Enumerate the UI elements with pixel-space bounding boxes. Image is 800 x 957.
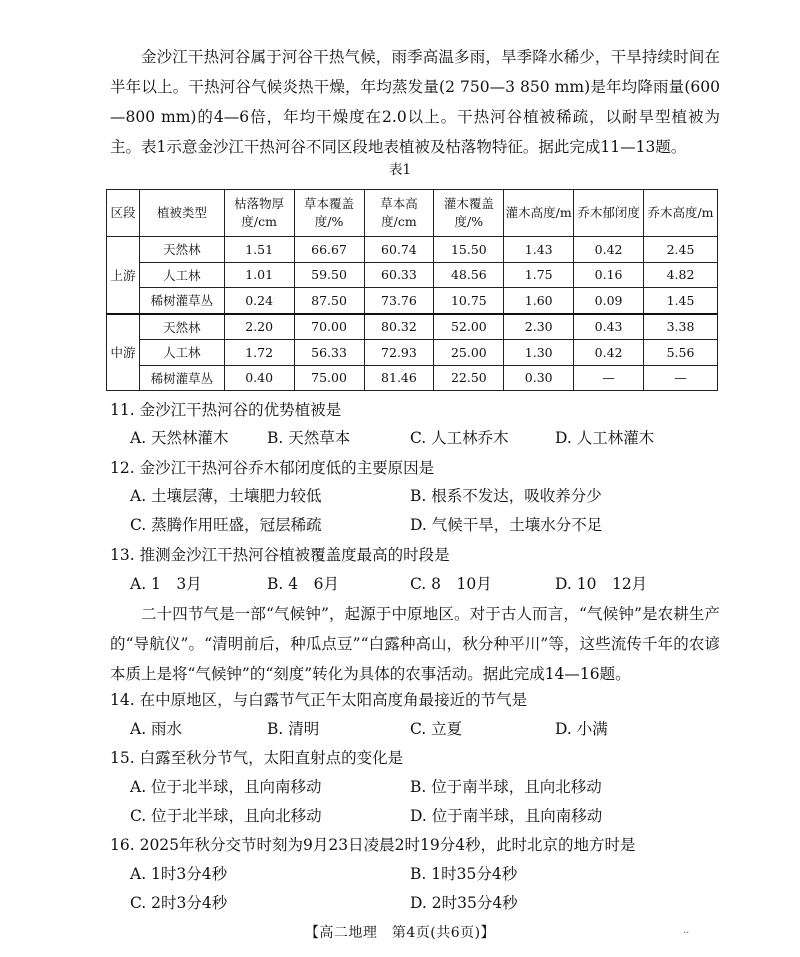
table-cell: 天然林 xyxy=(139,237,224,263)
passage-2 xyxy=(110,599,720,689)
question-16-option-a: A. 1时3分4秒 xyxy=(130,865,228,883)
header-cell: 草本高度/cm xyxy=(364,190,434,237)
table-cell: 稀树灌草丛 xyxy=(139,288,224,314)
corner-mark: ·· xyxy=(683,928,690,939)
question-16-option-d: D. 2时35分4秒 xyxy=(410,894,518,912)
passage-2-text: 二十四节气是一部“气候钟”，起源于中原地区。对于古人而言，“气候钟”是农耕生产的“导航仪”。“清明前后，种瓜点豆”“白露种高山，秋分种平川”等，这些流传千年的农谚本质上是将“气候钟”的“刻度”转化为具体的农事活动。据此完成14—16题。 xyxy=(110,605,720,683)
table-cell: 59.50 xyxy=(294,262,364,288)
table-cell: 22.50 xyxy=(434,365,504,391)
header-cell: 灌木覆盖度/% xyxy=(434,190,504,237)
table-cell: 2.45 xyxy=(644,237,718,263)
question-12-stem: 12. 金沙江干热河谷乔木郁闭度低的主要原因是 xyxy=(110,459,435,477)
table-row xyxy=(107,365,718,391)
table-cell: 稀树灌草丛 xyxy=(139,365,224,391)
table-cell: 0.09 xyxy=(574,288,644,314)
question-13-option-b: B. 4 6月 xyxy=(267,575,339,593)
question-15-option-b: B. 位于南半球，且向北移动 xyxy=(410,778,602,796)
question-15-stem: 15. 白露至秋分节气，太阳直射点的变化是 xyxy=(110,749,404,767)
header-cell: 植被类型 xyxy=(139,190,224,237)
passage-1-text: 金沙江干热河谷属于河谷干热气候，雨季高温多雨，旱季降水稀少，干旱持续时间在半年以上。干热河谷气候炎热干燥，年均蒸发量(2 750—3 850 mm)是年均降雨量(600—800 mm)的4—6倍，年均干燥度在2.0以上。干热河谷植被稀疏，以耐旱型植被为主。表1示意金沙江干热河谷不同区段地表植被及枯落物特征。据此完成11—13题。 xyxy=(110,48,720,156)
passage-1 xyxy=(110,42,720,162)
table-cell: 4.82 xyxy=(644,262,718,288)
table-cell: 1.75 xyxy=(504,262,574,288)
header-cell: 枯落物厚度/cm xyxy=(224,190,294,237)
header-cell: 区段 xyxy=(107,190,140,237)
page-footer: 【高二地理 第4页(共6页)】 xyxy=(304,925,496,941)
table-cell: 60.74 xyxy=(364,237,434,263)
question-16-stem: 16. 2025年秋分交节时刻为9月23日凌晨2时19分4秒，此时北京的地方时是 xyxy=(110,836,636,854)
question-15-option-d: D. 位于南半球，且向南移动 xyxy=(410,807,603,825)
question-11-option-c: C. 人工林乔木 xyxy=(410,429,509,447)
question-11-option-a: A. 天然林灌木 xyxy=(130,429,229,447)
question-12-option-d: D. 气候干旱，土壤水分不足 xyxy=(410,516,603,534)
table-cell: — xyxy=(644,365,718,391)
table-cell: 72.93 xyxy=(364,340,434,366)
table-cell: 1.72 xyxy=(224,340,294,366)
table-cell: 0.16 xyxy=(574,262,644,288)
table-cell: 10.75 xyxy=(434,288,504,314)
question-14-option-c: C. 立夏 xyxy=(410,720,463,738)
question-15-option-c: C. 位于北半球，且向北移动 xyxy=(130,807,322,825)
header-cell: 乔木郁闭度 xyxy=(574,190,644,237)
question-11-option-d: D. 人工林灌木 xyxy=(555,429,655,447)
table-cell: 87.50 xyxy=(294,288,364,314)
question-14-option-b: B. 清明 xyxy=(267,720,320,738)
table-cell: 15.50 xyxy=(434,237,504,263)
question-15-option-a: A. 位于北半球，且向南移动 xyxy=(130,778,322,796)
table-cell: 60.33 xyxy=(364,262,434,288)
question-13-option-d: D. 10 12月 xyxy=(555,575,648,593)
section-label-upstream: 上游 xyxy=(107,237,140,314)
question-14-option-a: A. 雨水 xyxy=(130,720,183,738)
table-header-row xyxy=(107,190,718,237)
table-cell: 25.00 xyxy=(434,340,504,366)
table-cell: 0.24 xyxy=(224,288,294,314)
question-11-stem: 11. 金沙江干热河谷的优势植被是 xyxy=(110,401,342,419)
table-row xyxy=(107,262,718,288)
table-row xyxy=(107,288,718,314)
table-cell: 52.00 xyxy=(434,314,504,340)
header-cell: 草本覆盖度/% xyxy=(294,190,364,237)
table-cell: 2.30 xyxy=(504,314,574,340)
table-row xyxy=(107,340,718,366)
table-cell: 81.46 xyxy=(364,365,434,391)
table-row xyxy=(107,237,718,263)
table-caption: 表1 xyxy=(388,162,412,178)
table-cell: 70.00 xyxy=(294,314,364,340)
question-12-option-b: B. 根系不发达，吸收养分少 xyxy=(410,487,602,505)
table-cell: 56.33 xyxy=(294,340,364,366)
table-cell: 48.56 xyxy=(434,262,504,288)
question-12-option-a: A. 土壤层薄，土壤肥力较低 xyxy=(130,487,322,505)
question-11-option-b: B. 天然草本 xyxy=(267,429,351,447)
table-cell: 1.51 xyxy=(224,237,294,263)
table-cell: 人工林 xyxy=(139,340,224,366)
table-cell: 75.00 xyxy=(294,365,364,391)
header-cell: 乔木高度/m xyxy=(644,190,718,237)
section-label-midstream: 中游 xyxy=(107,314,140,391)
table-cell: — xyxy=(574,365,644,391)
table-cell: 0.40 xyxy=(224,365,294,391)
question-12-option-c: C. 蒸腾作用旺盛，冠层稀疏 xyxy=(130,516,322,534)
table-cell: 1.01 xyxy=(224,262,294,288)
table-cell: 1.45 xyxy=(644,288,718,314)
question-16-option-c: C. 2时3分4秒 xyxy=(130,894,228,912)
table-cell: 1.30 xyxy=(504,340,574,366)
table-cell: 66.67 xyxy=(294,237,364,263)
question-14-stem: 14. 在中原地区，与白露节气正午太阳高度角最接近的节气是 xyxy=(110,691,528,709)
vegetation-table xyxy=(106,189,718,391)
table-cell: 0.42 xyxy=(574,340,644,366)
table-cell: 1.43 xyxy=(504,237,574,263)
table-cell: 0.30 xyxy=(504,365,574,391)
table-cell: 80.32 xyxy=(364,314,434,340)
table-cell: 0.42 xyxy=(574,237,644,263)
table-row xyxy=(107,314,718,340)
question-13-option-a: A. 1 3月 xyxy=(130,575,202,593)
table-cell: 3.38 xyxy=(644,314,718,340)
question-13-option-c: C. 8 10月 xyxy=(410,575,492,593)
table-cell: 1.60 xyxy=(504,288,574,314)
table-cell: 73.76 xyxy=(364,288,434,314)
header-cell: 灌木高度/m xyxy=(504,190,574,237)
table-cell: 5.56 xyxy=(644,340,718,366)
table-cell: 天然林 xyxy=(139,314,224,340)
table-cell: 2.20 xyxy=(224,314,294,340)
question-14-option-d: D. 小满 xyxy=(555,720,608,738)
table-cell: 0.43 xyxy=(574,314,644,340)
question-16-option-b: B. 1时35分4秒 xyxy=(410,865,518,883)
table-cell: 人工林 xyxy=(139,262,224,288)
question-13-stem: 13. 推测金沙江干热河谷植被覆盖度最高的时段是 xyxy=(110,546,450,564)
